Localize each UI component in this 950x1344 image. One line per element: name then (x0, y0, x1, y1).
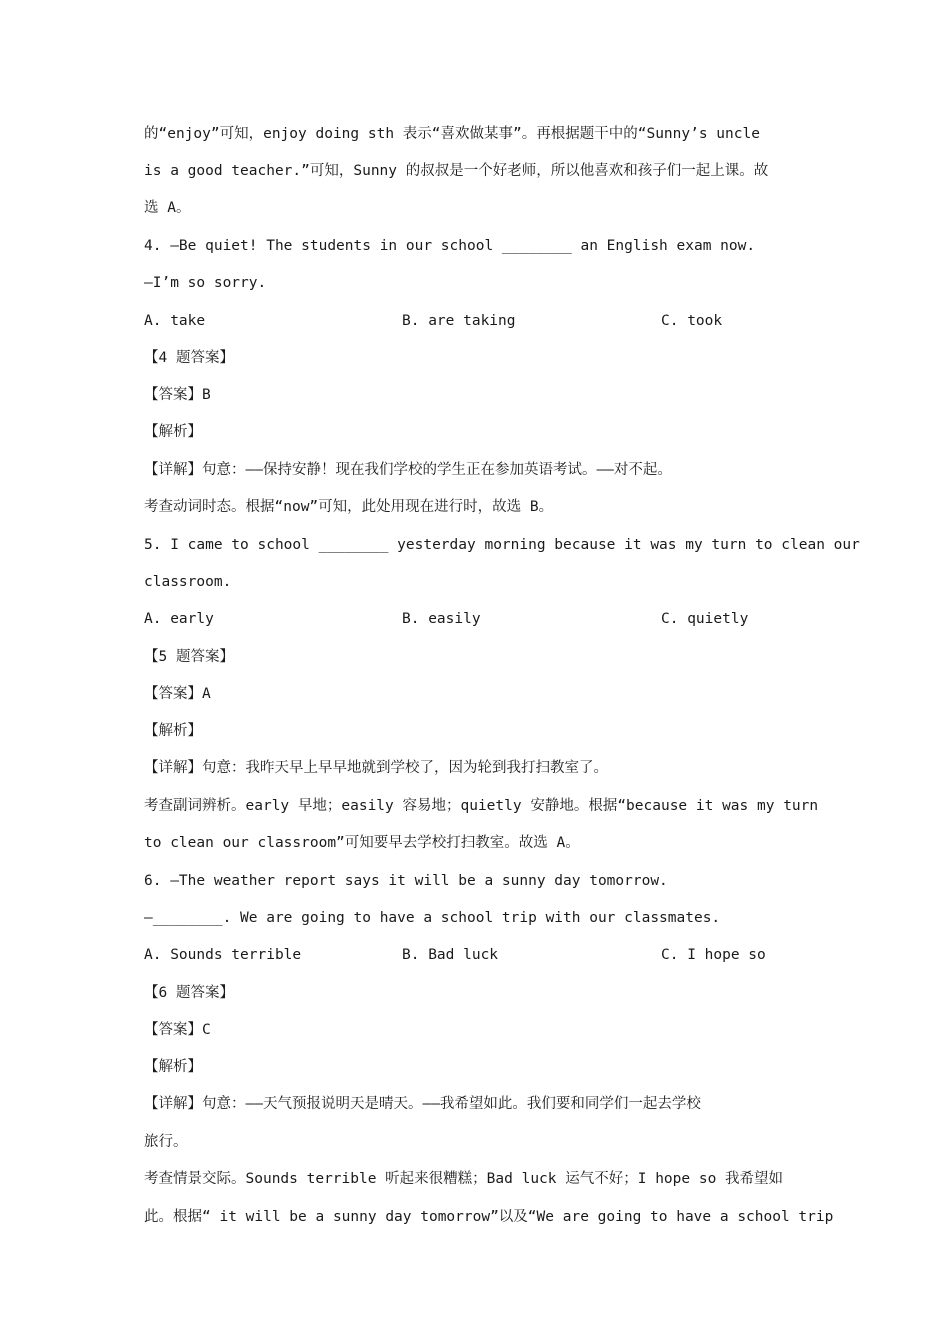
q6-stem-line-2: —________. We are going to have a school trip with our classmates. (144, 910, 721, 926)
q5-explanation-line-3: to clean our classroom”可知要早去学校打扫教室。故选 A。 (144, 835, 580, 851)
prev-explanation-line-1: 的“enjoy”可知，enjoy doing sth 表示“喜欢做某事”。再根据题干中的“Sunny’s uncle (144, 126, 760, 142)
q4-explanation-line-1: 【详解】句意：——保持安静！现在我们学校的学生正在参加英语考试。——对不起。 (144, 462, 672, 478)
q6-option-c: C. I hope so (661, 947, 766, 963)
q4-answer-heading: 【4 题答案】 (144, 350, 234, 366)
q5-option-c: C. quietly (661, 611, 749, 627)
q6-option-a: A. Sounds terrible (144, 947, 302, 963)
q5-stem-line-1: 5. I came to school ________ yesterday morning because it was my turn to clean our (144, 537, 860, 553)
q6-answer-heading: 【6 题答案】 (144, 985, 234, 1001)
q6-explanation-line-3: 考查情景交际。Sounds terrible 听起来很糟糕；Bad luck 运气不好；I hope so 我希望如 (144, 1171, 784, 1187)
prev-explanation-line-3: 选 A。 (144, 200, 191, 216)
q4-answer: 【答案】B (144, 387, 211, 403)
q5-explanation-line-2: 考查副词辨析。early 早地；easily 容易地；quietly 安静地。根据“because it was my turn (144, 798, 819, 814)
q6-analysis-heading: 【解析】 (144, 1059, 202, 1075)
q6-option-b: B. Bad luck (402, 947, 499, 963)
prev-explanation-line-2: is a good teacher.”可知，Sunny 的叔叔是一个好老师，所以他喜欢和孩子们一起上课。故 (144, 163, 769, 179)
q6-explanation-line-1: 【详解】句意：——天气预报说明天是晴天。——我希望如此。我们要和同学们一起去学校 (144, 1096, 701, 1112)
q6-stem-line-1: 6. —The weather report says it will be a sunny day tomorrow. (144, 873, 668, 889)
q4-analysis-heading: 【解析】 (144, 424, 202, 440)
q4-explanation-line-2: 考查动词时态。根据“now”可知，此处用现在进行时，故选 B。 (144, 499, 554, 515)
q4-option-c: C. took (661, 313, 723, 329)
q6-explanation-line-4: 此。根据“ it will be a sunny day tomorrow”以及“We are going to have a school trip (144, 1209, 834, 1225)
q4-stem-line-2: —I’m so sorry. (144, 275, 267, 291)
q5-answer-heading: 【5 题答案】 (144, 649, 234, 665)
q5-explanation-line-1: 【详解】句意：我昨天早上早早地就到学校了，因为轮到我打扫教室了。 (144, 760, 608, 776)
q6-answer: 【答案】C (144, 1022, 211, 1038)
q6-explanation-line-2: 旅行。 (144, 1134, 188, 1150)
q5-analysis-heading: 【解析】 (144, 723, 202, 739)
q4-option-a: A. take (144, 313, 206, 329)
q5-stem-line-2: classroom. (144, 574, 232, 590)
q5-option-a: A. early (144, 611, 214, 627)
q5-option-b: B. easily (402, 611, 481, 627)
q5-answer: 【答案】A (144, 686, 211, 702)
q4-stem-line-1: 4. —Be quiet! The students in our school ________ an English exam now. (144, 238, 756, 254)
q4-option-b: B. are taking (402, 313, 516, 329)
